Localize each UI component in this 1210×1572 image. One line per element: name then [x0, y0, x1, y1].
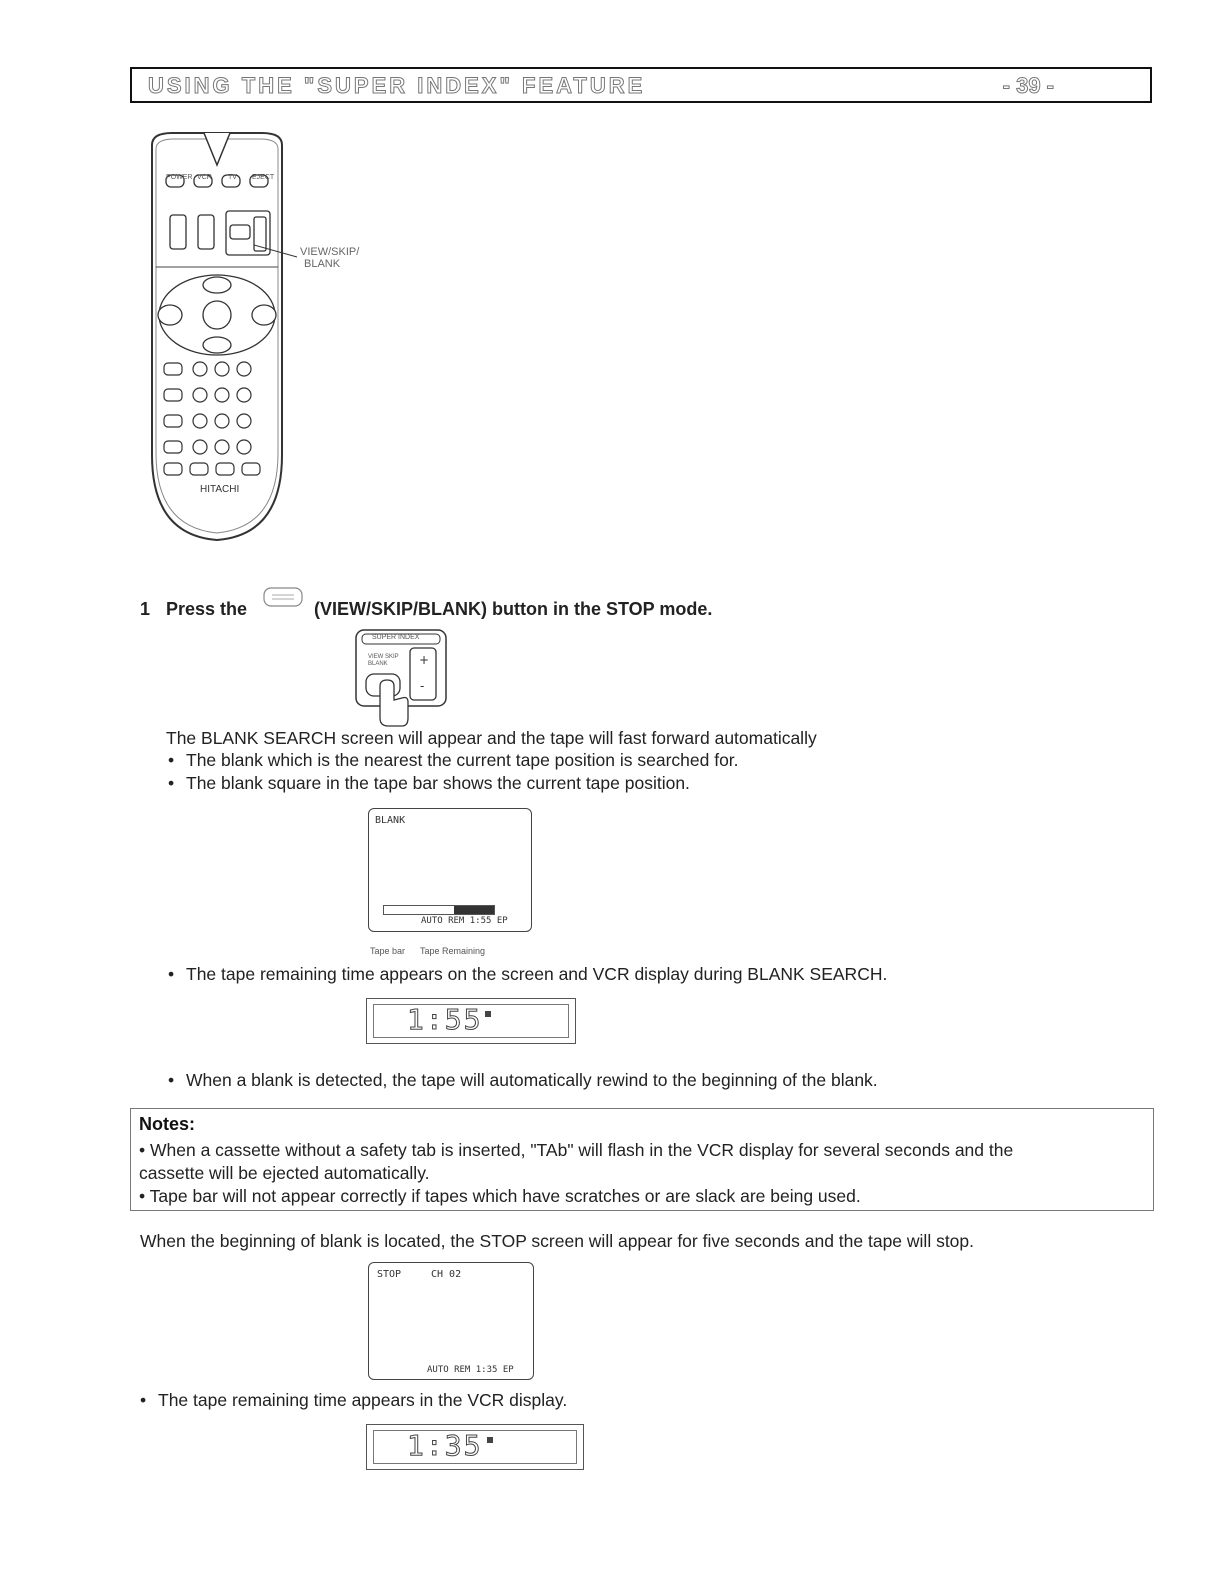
- svg-text:+: +: [419, 653, 430, 667]
- blank-search-intro: The BLANK SEARCH screen will appear and the tape will fast forward automatically: [166, 728, 817, 748]
- stop-paragraph: When the beginning of blank is located, the STOP screen will appear for five seconds and the tape will stop.: [140, 1231, 975, 1251]
- remote-control-illustration: [142, 125, 372, 555]
- super-index-panel-button-label: VIEW SKIP BLANK: [368, 654, 399, 667]
- notes-line-3: • Tape bar will not appear correctly if tapes which have scratches or are slack are being used.: [139, 1186, 861, 1206]
- notes-line-1: • When a cassette without a safety tab is inserted, "TAb" will flash in the VCR display for several seconds and the: [139, 1140, 1014, 1160]
- page-number: - 39 -: [1002, 73, 1054, 98]
- remote-callout-line2: BLANK: [304, 258, 341, 270]
- bullet-dot: •: [168, 964, 175, 984]
- vcr-display-1-55: [366, 998, 576, 1044]
- remote-vcr-label: VCR: [197, 174, 212, 181]
- page-title: USING THE "SUPER INDEX" FEATURE: [148, 73, 646, 98]
- notes-line-2: cassette will be ejected automatically.: [139, 1163, 430, 1183]
- super-index-panel-illustration: [350, 626, 455, 731]
- stop-screen: [368, 1262, 534, 1380]
- blank-screen-status: AUTO REM 1:55 EP: [421, 916, 508, 926]
- display-indicator-icon: [485, 1011, 491, 1017]
- vcr-display-value: 1:55: [407, 1003, 483, 1036]
- bullet-dot: •: [168, 773, 175, 793]
- remote-tv-label: TV: [228, 174, 237, 181]
- step1-instruction: (VIEW/SKIP/BLANK) button in the STOP mode.: [314, 599, 713, 619]
- blank-search-bullet-2: The blank square in the tape bar shows the current tape position.: [186, 773, 690, 793]
- super-index-panel-title: SUPER INDEX: [372, 634, 420, 641]
- remote-power-label: POWER: [166, 174, 193, 181]
- remote-callout-line1: VIEW/SKIP/: [300, 246, 360, 258]
- page-header: [130, 67, 1152, 103]
- step1-number: 1: [140, 599, 151, 619]
- bullet-dot: •: [140, 1390, 147, 1410]
- tape-bar-label: Tape bar: [370, 946, 406, 956]
- blank-search-remaining-bullet: The tape remaining time appears on the screen and VCR display during BLANK SEARCH.: [186, 964, 888, 984]
- tape-bar: [383, 905, 495, 915]
- notes-title: Notes:: [139, 1114, 196, 1134]
- blank-search-screen: [368, 808, 532, 932]
- remote-eject-label: EJECT: [252, 174, 275, 181]
- remote-brand: HITACHI: [200, 484, 240, 495]
- stop-screen-channel: CH 02: [431, 1269, 462, 1280]
- tape-remaining-label: Tape Remaining: [420, 946, 486, 956]
- bullet-dot: •: [168, 750, 175, 770]
- stop-bullet: The tape remaining time appears in the VCR display.: [158, 1390, 568, 1410]
- bullet-dot: •: [168, 1070, 175, 1090]
- tape-bar-fill: [454, 906, 494, 914]
- vcr-display-value: 1:35: [407, 1429, 483, 1462]
- display-indicator-icon: [487, 1437, 493, 1443]
- blank-detected-bullet: When a blank is detected, the tape will automatically rewind to the beginning of the blank.: [186, 1070, 878, 1090]
- view-skip-blank-button-icon: [258, 580, 310, 616]
- svg-text:-: -: [420, 679, 425, 693]
- vcr-display-1-35: [366, 1424, 584, 1470]
- blank-search-bullet-1: The blank which is the nearest the current tape position is searched for.: [186, 750, 739, 770]
- step1-press-text: Press the: [166, 599, 248, 619]
- blank-screen-title: BLANK: [375, 815, 406, 826]
- stop-screen-title: STOP: [377, 1269, 402, 1280]
- notes-box: [130, 1108, 1154, 1211]
- stop-screen-status: AUTO REM 1:35 EP: [427, 1365, 514, 1375]
